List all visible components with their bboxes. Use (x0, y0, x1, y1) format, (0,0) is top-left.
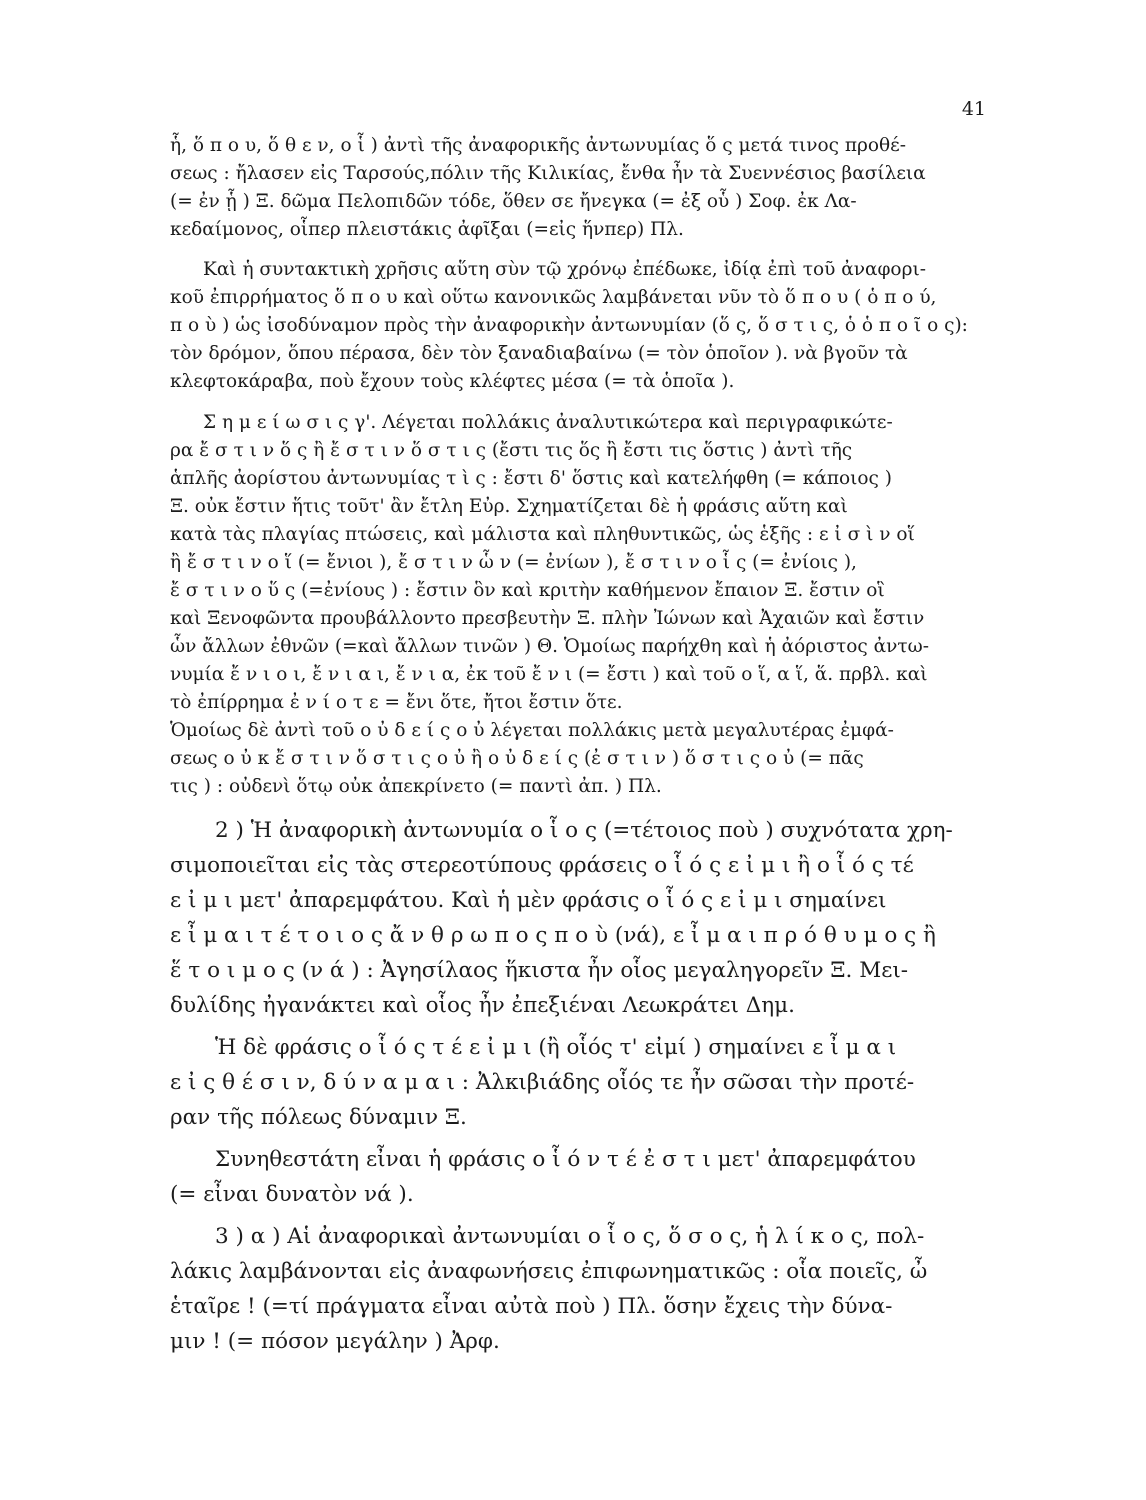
text-line: ὧν ἄλλων ἐθνῶν (=καὶ ἄλλων τινῶν ) Θ. Ὁμοίως παρήχθη καὶ ἡ ἀόριστος ἀντω- (170, 636, 929, 657)
text-line: ἔ σ τ ι ν ο ὕ ς (=ἐνίους ) : ἔστιν ὃν καὶ κριτὴν καθήμενον ἔπαιον Ξ. ἔστιν οἳ (170, 580, 885, 601)
text-line: τις ) : οὐδενὶ ὅτῳ οὐκ ἀπεκρίνετο (= παντὶ ἀπ. ) Πλ. (170, 776, 662, 797)
text-line: 2 ) Ἡ ἀναφορικὴ ἀντωνυμία ο ἷ ο ς (=τέτοιος ποὺ ) συχνότατα χρη- (215, 818, 953, 843)
text-line: Ἡ δὲ φράσις ο ἷ ό ς τ έ ε ἰ μ ι (ἢ οἷός τ' εἰμί ) σημαίνει ε ἶ μ α ι (215, 1035, 897, 1060)
text-line: σεως ο ὐ κ ἔ σ τ ι ν ὅ σ τ ι ς ο ὐ ἢ ο ὐ δ ε ί ς (ἐ σ τ ι ν ) ὅ σ τ ι ς ο ὐ (= πᾶς (170, 748, 864, 769)
text-line: ραν τῆς πόλεως δύναμιν Ξ. (170, 1105, 467, 1130)
text-line: (= ἐν ᾗ ) Ξ. δῶμα Πελοπιδῶν τόδε, ὅθεν σε ἤνεγκα (= ἐξ οὗ ) Σοφ. ἐκ Λα- (170, 191, 857, 212)
text-line: ε ἶ μ α ι τ έ τ ο ι ο ς ἄ ν θ ρ ω π ο ς π ο ὺ (νά), ε ἶ μ α ι π ρ ό θ υ μ ο ς ἢ (170, 923, 936, 948)
text-line: σιμοποιεῖται εἰς τὰς στερεοτύπους φράσεις ο ἷ ό ς ε ἰ μ ι ἢ ο ἷ ό ς τέ (170, 853, 914, 878)
text-line: μιν ! (= πόσον μεγάλην ) Ἀρφ. (170, 1329, 500, 1354)
text-line: ἢ ἔ σ τ ι ν ο ἵ (= ἔνιοι ), ἔ σ τ ι ν ὧ ν (= ἐνίων ), ἔ σ τ ι ν ο ἷ ς (= ἐνίοις ), (170, 552, 857, 573)
text-line: κλεφτοκάραβα, ποὺ ἔχουν τοὺς κλέφτες μέσα (= τὰ ὁποῖα ). (170, 371, 735, 392)
text-line: 3 ) α ) Αἱ ἀναφορικαὶ ἀντωνυμίαι ο ἷ ο ς, ὅ σ ο ς, ἡ λ ί κ ο ς, πολ- (215, 1224, 925, 1249)
text-line: νυμία ἔ ν ι ο ι, ἔ ν ι α ι, ἔ ν ι α, ἐκ τοῦ ἔ ν ι (= ἔστι ) καὶ τοῦ ο ἵ, α ἵ, ἅ. πρβλ. καὶ (170, 664, 928, 685)
text-line: ε ἰ ς θ έ σ ι ν, δ ύ ν α μ α ι : Ἀλκιβιάδης οἷός τε ἦν σῶσαι τὴν προτέ- (170, 1070, 915, 1095)
text-line: ρα ἔ σ τ ι ν ὅ ς ἢ ἔ σ τ ι ν ὅ σ τ ι ς (ἔστι τις ὅς ἢ ἔστι τις ὅστις ) ἀντὶ τῆς (170, 440, 853, 461)
text-line: κεδαίμονος, οἷπερ πλειστάκις ἀφῖξαι (=εἰς ἥνπερ) Πλ. (170, 219, 684, 240)
text-line: κατὰ τὰς πλαγίας πτώσεις, καὶ μάλιστα καὶ πληθυντικῶς, ὡς ἑξῆς : ε ἰ σ ὶ ν οἵ (170, 524, 915, 545)
text-line: ἧ, ὅ π ο υ, ὅ θ ε ν, ο ἷ ) ἀντὶ τῆς ἀναφορικῆς ἀντωνυμίας ὅ ς μετά τινος προθέ- (170, 135, 906, 156)
text-line: δυλίδης ἠγανάκτει καὶ οἷος ἦν ἐπεξιέναι Λεωκράτει Δημ. (170, 993, 795, 1018)
text-line: καὶ Ξενοφῶντα προυβάλλοντο πρεσβευτὴν Ξ. πλὴν Ἰώνων καὶ Ἀχαιῶν καὶ ἔστιν (170, 608, 925, 629)
text-line: (= εἶναι δυνατὸν νά ). (170, 1182, 414, 1207)
text-line: ἁπλῆς ἀορίστου ἀντωνυμίας τ ὶ ς : ἔστι δ' ὅστις καὶ κατελήφθη (= κάποιος ) (170, 468, 893, 489)
page-number: 41 (961, 98, 986, 120)
text-line: ἕ τ ο ι μ ο ς (ν ά ) : Ἀγησίλαος ἥκιστα ἦν οἷος μεγαληγορεῖν Ξ. Μει- (170, 958, 909, 983)
text-line: τὸν δρόμον, ὅπου πέρασα, δὲν τὸν ξαναδιαβαίνω (= τὸν ὁποῖον ). νὰ βγοῦν τὰ (170, 343, 908, 364)
text-line: Σ η μ ε ί ω σ ι ς γ'. Λέγεται πολλάκις ἀναλυτικώτερα καὶ περιγραφικώτε- (203, 412, 893, 433)
text-line: π ο ὺ ) ὡς ἰσοδύναμον πρὸς τὴν ἀναφορικὴν ἀντωνυμίαν (ὅ ς, ὅ σ τ ι ς, ὁ ὁ π ο ῖ ο ς): (170, 315, 968, 336)
text-line: σεως : ἤλασεν εἰς Ταρσούς,πόλιν τῆς Κιλικίας, ἔνθα ἦν τὰ Συεννέσιος βασίλεια (170, 163, 926, 184)
text-line: Συνηθεστάτη εἶναι ἡ φράσις ο ἷ ό ν τ έ ἐ σ τ ι μετ' ἀπαρεμφάτου (215, 1147, 916, 1172)
text-line: Ξ. οὐκ ἔστιν ἥτις τοῦτ' ἂν ἔτλη Εὐρ. Σχηματίζεται δὲ ἡ φράσις αὕτη καὶ (170, 496, 848, 517)
text-line: Καὶ ἡ συντακτικὴ χρῆσις αὕτη σὺν τῷ χρόνῳ ἐπέδωκε, ἰδίᾳ ἐπὶ τοῦ ἀναφορι- (203, 259, 926, 280)
text-line: ἑταῖρε ! (=τί πράγματα εἶναι αὐτὰ ποὺ ) Πλ. ὅσην ἔχεις τὴν δύνα- (170, 1294, 893, 1319)
text-line: τὸ ἐπίρρημα ἐ ν ί ο τ ε = ἔνι ὅτε, ἤτοι ἔστιν ὅτε. (170, 692, 623, 713)
text-line: λάκις λαμβάνονται εἰς ἀναφωνήσεις ἐπιφωνηματικῶς : οἷα ποιεῖς, ὦ (170, 1259, 928, 1284)
text-line: ε ἰ μ ι μετ' ἀπαρεμφάτου. Καὶ ἡ μὲν φράσις ο ἷ ό ς ε ἰ μ ι σημαίνει (170, 888, 887, 913)
text-line: κοῦ ἐπιρρήματος ὅ π ο υ καὶ οὕτω κανονικῶς λαμβάνεται νῦν τὸ ὅ π ο υ ( ὁ π ο ύ, (170, 287, 937, 308)
text-line: Ὁμοίως δὲ ἀντὶ τοῦ ο ὐ δ ε ί ς ο ὐ λέγεται πολλάκις μετὰ μεγαλυτέρας ἐμφά- (170, 720, 894, 741)
